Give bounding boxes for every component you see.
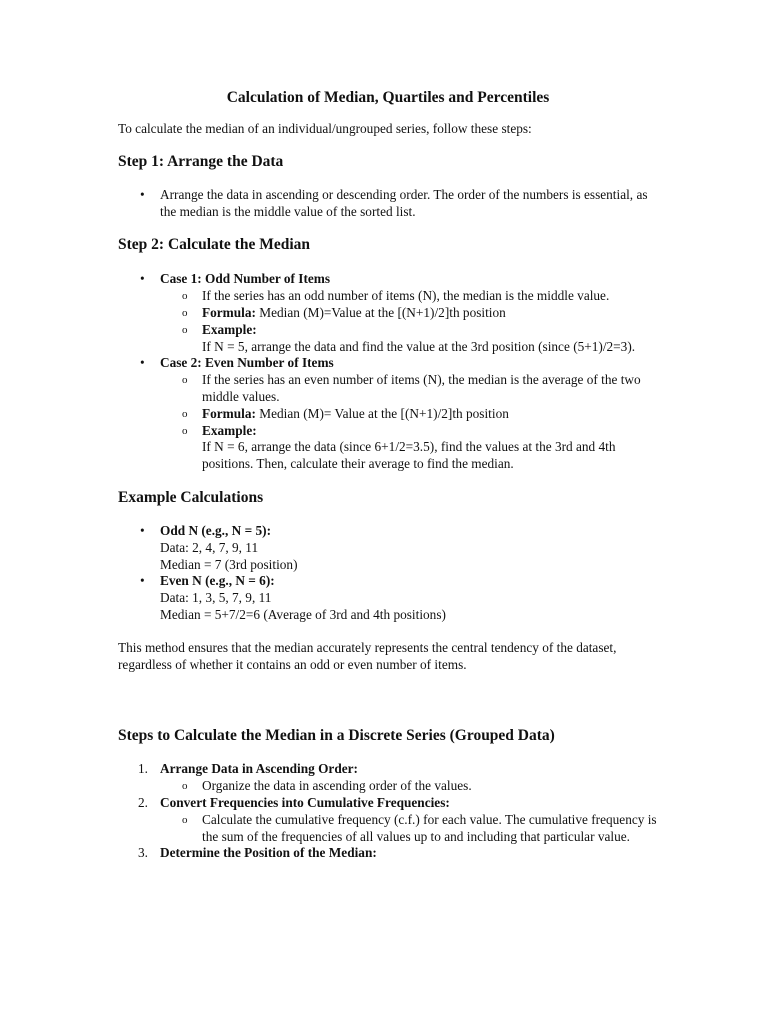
list-item [160, 372, 658, 406]
discrete-step-sublist [160, 812, 658, 846]
step-number: 1. [138, 761, 148, 777]
discrete-step-title: Convert Frequencies into Cumulative Frequencies: [160, 794, 450, 810]
case1-formula-label: Formula: [202, 304, 256, 320]
conclusion-paragraph: This method ensures that the median accurately represents the central tendency of the dataset, regardless of whether it contains an odd or even number of items. [118, 639, 617, 672]
step2-list [118, 271, 658, 473]
bullet-icon: • [140, 271, 145, 287]
case1-title: Case 1: Odd Number of Items [160, 271, 331, 287]
circle-bullet-icon: o [182, 374, 188, 387]
case1-example-text: If N = 5, arrange the data and find the value at the 3rd position (since (5+1)/2=3). [202, 338, 636, 354]
list-item [118, 573, 658, 623]
even-example-data: Data: 1, 3, 5, 7, 9, 11 [160, 590, 272, 606]
bullet-icon: • [140, 573, 145, 589]
case2-title: Case 2: Even Number of Items [160, 355, 334, 371]
list-item [118, 271, 658, 355]
odd-example-data: Data: 2, 4, 7, 9, 11 [160, 539, 259, 555]
discrete-step-sub: Organize the data in ascending order of the values. [202, 778, 472, 794]
circle-bullet-icon: o [182, 813, 188, 826]
even-example-median: Median = 5+7/2=6 (Average of 3rd and 4th positions) [160, 606, 446, 622]
odd-example-median: Median = 7 (3rd position) [160, 556, 298, 572]
odd-example-label: Odd N (e.g., N = 5): [160, 522, 271, 538]
list-item [160, 288, 658, 305]
list-item [160, 778, 658, 795]
step-number: 2. [138, 794, 148, 810]
step1-list [118, 187, 658, 221]
step-number: 3. [138, 845, 148, 861]
examples-heading: Example Calculations [118, 488, 264, 506]
list-item [118, 523, 658, 573]
step1-heading: Step 1: Arrange the Data [118, 152, 284, 170]
document-page [118, 88, 658, 862]
circle-bullet-icon: o [182, 407, 188, 420]
list-item [118, 795, 658, 845]
case2-example-text: If N = 6, arrange the data (since 6+1/2=3.5), find the values at the 3rd and 4th positions. Then, calculate their average to find the median. [202, 439, 616, 472]
bullet-icon: • [140, 355, 145, 371]
case2-formula-label: Formula: [202, 405, 256, 421]
case2-sublist [160, 372, 658, 473]
step2-heading: Step 2: Calculate the Median [118, 236, 311, 254]
circle-bullet-icon: o [182, 290, 188, 303]
list-item [160, 322, 658, 356]
circle-bullet-icon: o [182, 306, 188, 319]
case1-sublist [160, 288, 658, 355]
case1-line1: If the series has an odd number of items (N), the median is the middle value. [202, 288, 610, 304]
discrete-step-sub: Calculate the cumulative frequency (c.f.) for each value. The cumulative frequency is the sum of the frequencies of all values up to and including that particular value. [202, 811, 657, 844]
bullet-icon: • [140, 186, 145, 202]
circle-bullet-icon: o [182, 780, 188, 793]
examples-list [118, 523, 658, 624]
case2-formula-text: Median (M)= Value at the [(N+1)/2]th position [255, 405, 509, 421]
case1-example-label: Example: [202, 321, 257, 337]
even-example-label: Even N (e.g., N = 6): [160, 573, 275, 589]
case2-line1: If the series has an even number of items (N), the median is the average of the two middle values. [202, 372, 641, 404]
discrete-heading: Steps to Calculate the Median in a Discrete Series (Grouped Data) [118, 727, 555, 745]
list-item [118, 845, 658, 862]
list-item [160, 812, 658, 846]
discrete-step-title: Determine the Position of the Median: [160, 845, 377, 861]
case1-formula-text: Median (M)=Value at the [(N+1)/2]th position [255, 304, 506, 320]
list-item [160, 305, 658, 322]
list-item [118, 761, 658, 795]
list-item [118, 187, 658, 221]
bullet-icon: • [140, 522, 145, 538]
intro-paragraph: To calculate the median of an individual/ungrouped series, follow these steps: [118, 121, 532, 136]
circle-bullet-icon: o [182, 424, 188, 437]
step1-bullet-text: Arrange the data in ascending or descending order. The order of the numbers is essential, as the median is the middle value of the sorted list. [160, 186, 648, 219]
list-item [118, 355, 658, 473]
list-item [160, 406, 658, 423]
list-item [160, 423, 658, 473]
discrete-step-sublist [160, 778, 658, 795]
discrete-step-title: Arrange Data in Ascending Order: [160, 761, 358, 777]
circle-bullet-icon: o [182, 323, 188, 336]
case2-example-label: Example: [202, 422, 257, 438]
document-title: Calculation of Median, Quartiles and Percentiles [226, 89, 550, 106]
discrete-steps-list [118, 761, 658, 862]
